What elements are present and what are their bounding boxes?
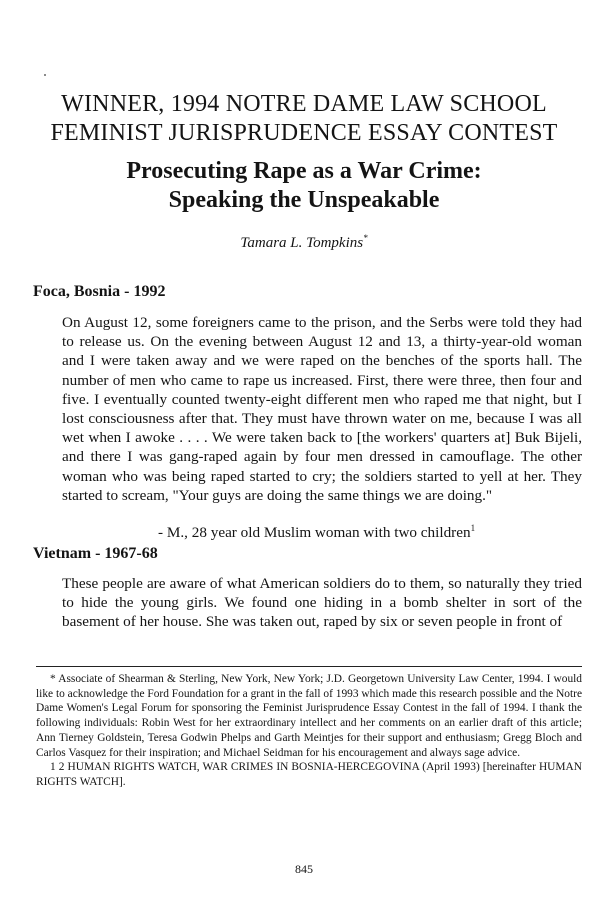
page-number: 845 — [295, 862, 313, 876]
footnote-author: * Associate of Shearman & Sterling, New York, New York; J.D. Georgetown University Law Center, 1994. I would like to acknowledge the Ford Foundation for a grant in the fall of 1993 which made this research possible and the Notre Dame Women's Legal Forum for sponsoring the Feminist Jurisprudence Essay Contest in the fall of 1994. I thank the following individuals: Robin West for her extraordinary intellect and her comments on an earlier draft of this article; Ann Tierney Goldstein, Teresa Godwin Phelps and Garth Meintjes for their support and enthusiasm; Gregg Bloch and Carlos Vasquez for their inspiration; and Michael Seidman for his encouragement and always sage advice. — [36, 673, 582, 759]
testimony-quote-vietnam — [62, 574, 582, 632]
footnotes — [36, 672, 582, 790]
testimony-quote-foca — [62, 313, 582, 505]
article-title-line-1: Prosecuting Rape as a War Crime: — [126, 158, 482, 184]
section-heading-foca: Foca, Bosnia - 1992 — [33, 283, 166, 300]
scan-speck — [44, 74, 46, 76]
contest-header-line-1: WINNER, 1994 NOTRE DAME LAW SCHOOL — [61, 91, 547, 117]
footnote-1: 1 2 HUMAN RIGHTS WATCH, WAR CRIMES IN BOSNIA-HERCEGOVINA (April 1993) [hereinafter HUMAN RIGHTS WATCH]. — [36, 761, 582, 788]
contest-header-line-2: FEMINIST JURISPRUDENCE ESSAY CONTEST — [50, 120, 558, 146]
quote-text: These people are aware of what American soldiers do to them, so naturally they tried to hide the young girls. We found one hiding in a bomb shelter in sort of the basement of her house. She was taken out, raped by six or seven people in front of — [62, 575, 582, 631]
author-footnote-mark: * — [363, 233, 368, 243]
section-heading-vietnam: Vietnam - 1967-68 — [33, 545, 158, 562]
quote-text: On August 12, some foreigners came to the prison, and the Serbs were told they had to release us. On the evening between August 12 and 13, a thirty-year-old woman and I were taken away and we were raped on the benches of the sports hall. The number of men who came to rape us increased. First, there were three, then four and five. I eventually counted twenty-eight different men who raped me that night, but I lost consciousness after that. They must have thrown water on me, because I was all wet when I awoke . . . . We were taken back to [the workers' quarters at] Buk Bijeli, and there I was gang-raped again by four men dressed in camouflage. The other woman who was being raped started to cry; the soldiers started to yell at her. They started to scream, "Your guys are doing the same things we are doing." — [62, 314, 582, 504]
author-byline — [0, 235, 608, 252]
author-name: Tamara L. Tompkins — [240, 235, 364, 251]
article-title-line-2: Speaking the Unspeakable — [168, 187, 440, 213]
attribution-text: - M., 28 year old Muslim woman with two children — [158, 524, 471, 541]
footnote-ref-1: 1 — [470, 522, 476, 533]
quote-attribution — [158, 524, 475, 542]
footnote-divider — [36, 666, 582, 667]
